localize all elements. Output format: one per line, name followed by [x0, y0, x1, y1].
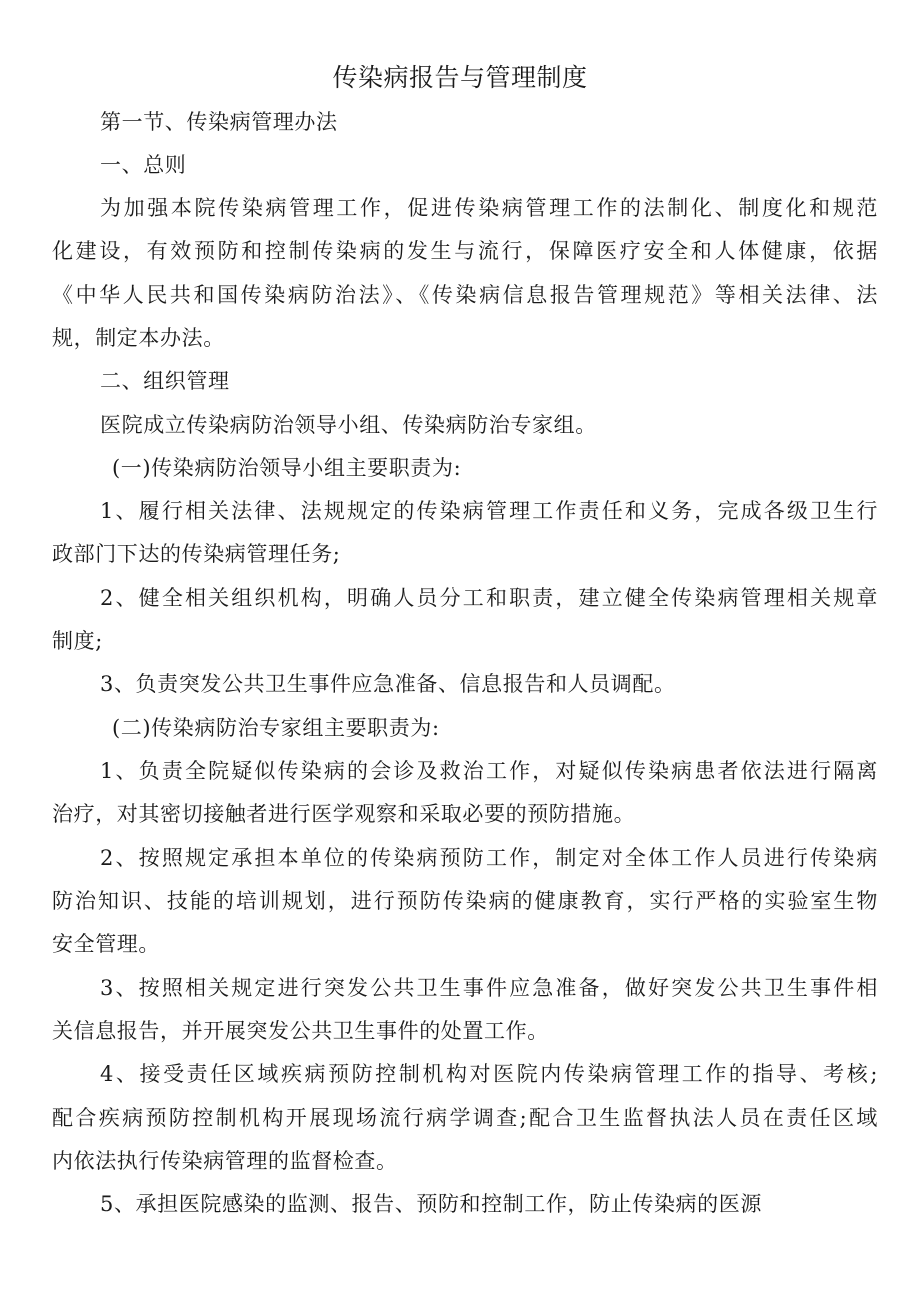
- paragraph-line: 为加强本院传染病管理工作，促进传染病管理工作的法制化、制度化和规范: [100, 196, 878, 220]
- list-item-line: 防治知识、技能的培训规划，进行预防传染病的健康教育，实行严格的实验室生物: [52, 889, 878, 913]
- paragraph-line: 医院成立传染病防治领导小组、传染病防治专家组。: [100, 413, 597, 437]
- list-item-line: 关信息报告，并开展突发公共卫生事件的处置工作。: [52, 1019, 549, 1043]
- list-item-line: 1、履行相关法律、法规规定的传染病管理工作责任和义务，完成各级卫生行: [100, 499, 878, 523]
- list-item-line: 安全管理。: [52, 932, 160, 956]
- list-item-line: 制度;: [52, 629, 103, 653]
- paragraph-line: 规，制定本办法。: [52, 326, 225, 350]
- subheading-expert-group: (二)传染病防治专家组主要职责为:: [112, 716, 440, 740]
- list-item-line: 配合疾病预防控制机构开展现场流行病学调查;配合卫生监督执法人员在责任区域: [52, 1106, 878, 1130]
- list-item-line: 2、按照规定承担本单位的传染病预防工作，制定对全体工作人员进行传染病: [100, 846, 878, 870]
- list-item-line: 3、负责突发公共卫生事件应急准备、信息报告和人员调配。: [100, 672, 676, 696]
- paragraph-line: 化建设，有效预防和控制传染病的发生与流行，保障医疗安全和人体健康，依据: [52, 239, 878, 263]
- list-item-line: 政部门下达的传染病管理任务;: [52, 542, 341, 566]
- list-item-line: 4、接受责任区域疾病预防控制机构对医院内传染病管理工作的指导、考核;: [100, 1062, 878, 1086]
- paragraph-line: 《中华人民共和国传染病防治法》、《传染病信息报告管理规范》等相关法律、法: [52, 283, 878, 307]
- section-heading: 第一节、传染病管理办法: [100, 110, 338, 134]
- subheading-leadership-group: (一)传染病防治领导小组主要职责为:: [112, 456, 462, 480]
- list-item-line: 3、按照相关规定进行突发公共卫生事件应急准备，做好突发公共卫生事件相: [100, 976, 878, 1000]
- list-item-line: 5、承担医院感染的监测、报告、预防和控制工作，防止传染病的医源: [100, 1192, 762, 1216]
- list-item-line: 治疗，对其密切接触者进行医学观察和采取必要的预防措施。: [52, 802, 636, 826]
- document-title: 传染病报告与管理制度: [332, 63, 588, 92]
- heading-organization: 二、组织管理: [100, 369, 230, 393]
- list-item-line: 2、健全相关组织机构，明确人员分工和职责，建立健全传染病管理相关规章: [100, 586, 878, 610]
- list-item-line: 1、负责全院疑似传染病的会诊及救治工作，对疑似传染病患者依法进行隔离: [100, 759, 878, 783]
- heading-general: 一、总则: [100, 153, 187, 177]
- list-item-line: 内依法执行传染病管理的监督检查。: [52, 1149, 398, 1173]
